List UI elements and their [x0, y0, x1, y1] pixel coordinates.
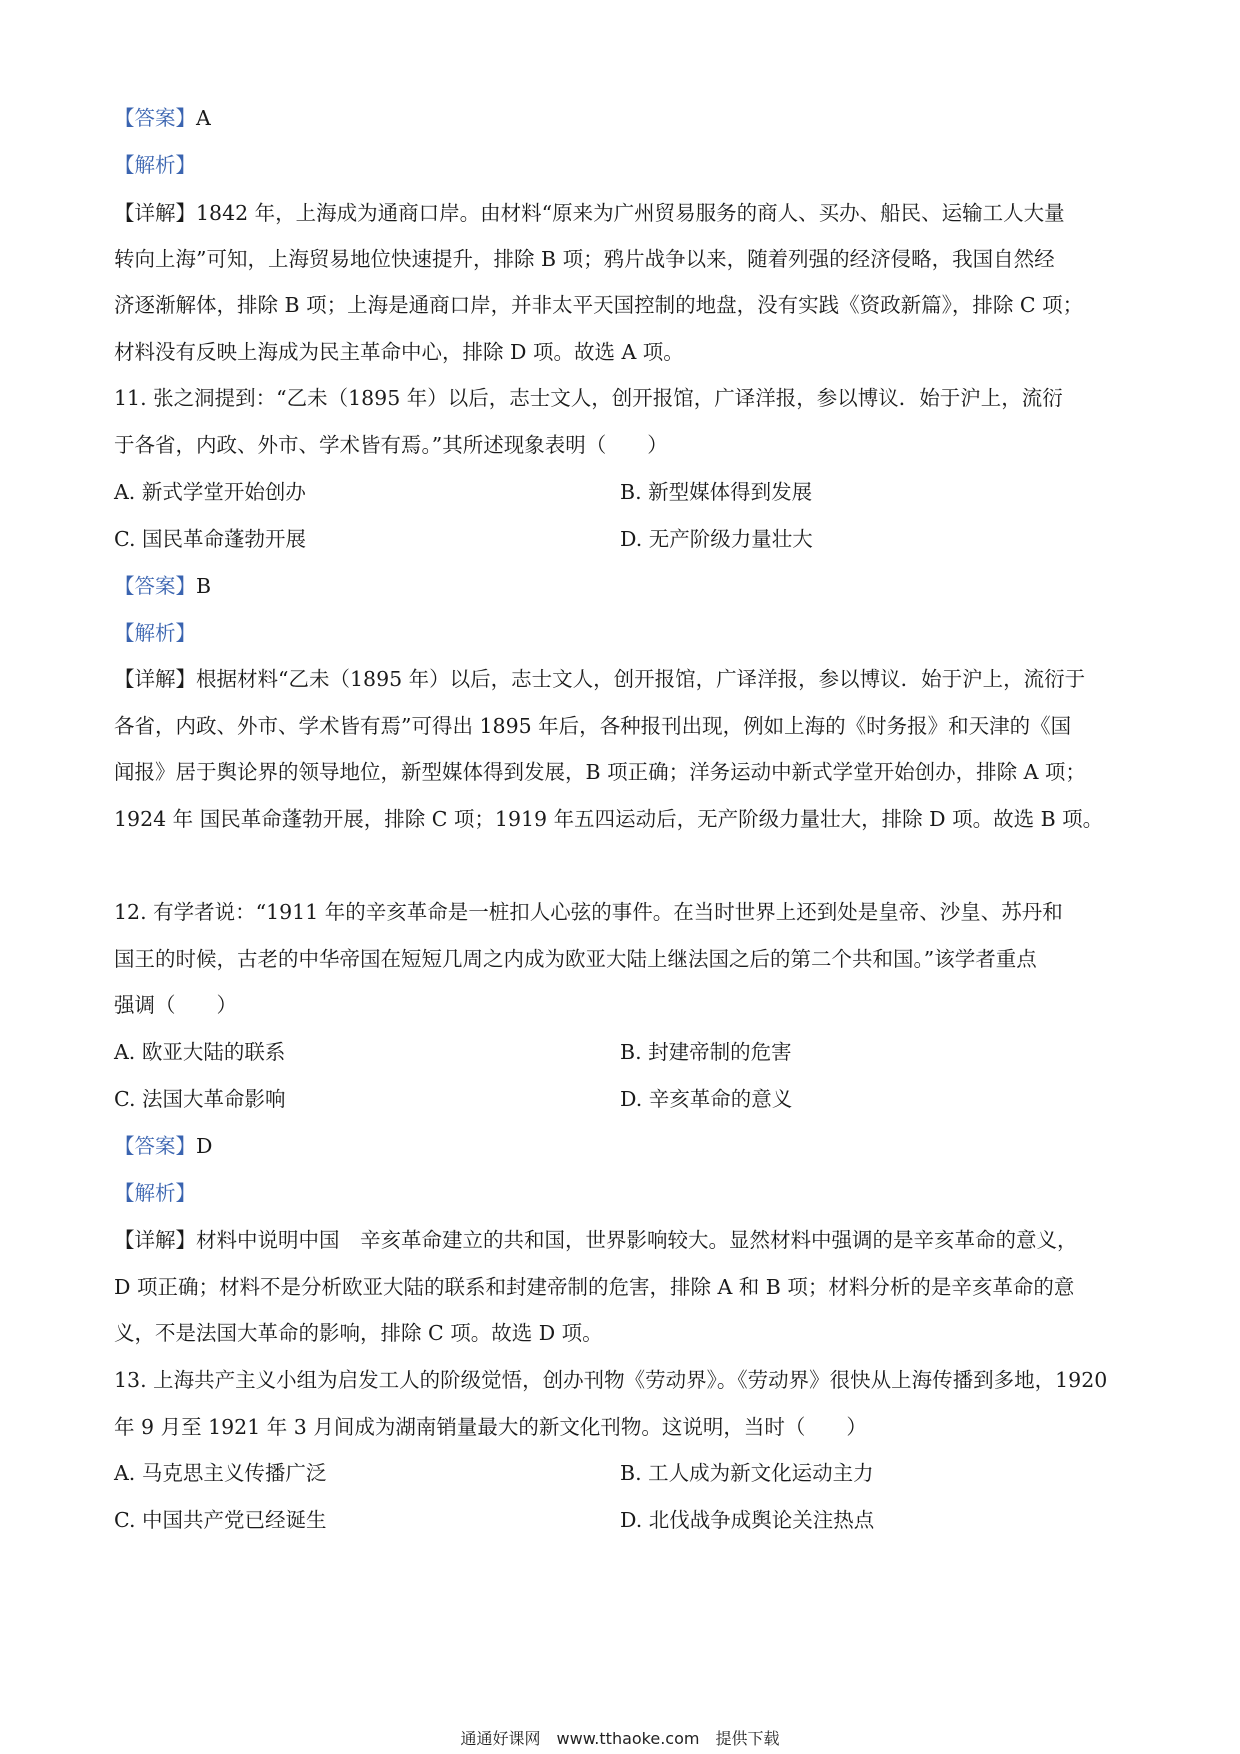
option-d: D. 无产阶级力量壮大 — [620, 527, 813, 551]
question-12-line: 12. 有学者说：“1911 年的辛亥革命是一桩扣人心弦的事件。在当时世界上还到处是皇帝、沙皇、苏丹和 — [114, 900, 1063, 924]
answer-tag: 【答案】 — [114, 1134, 196, 1158]
answer-value: A — [196, 106, 211, 130]
question-11-line: 于各省，内政、外市、学术皆有焉。”其所述现象表明（ ） — [114, 433, 668, 457]
detail-line: 济逐渐解体，排除 B 项；上海是通商口岸，并非太平天国控制的地盘，没有实践《资政新篇》，排除 C 项； — [114, 293, 1084, 317]
detail-line: 各省，内政、外市、学术皆有焉”可得出 1895 年后，各种报刊出现，例如上海的《时务报》和天津的《国 — [114, 714, 1072, 738]
answer-line — [114, 103, 211, 133]
answer-line — [114, 571, 211, 601]
analysis-tag: 【解析】 — [114, 153, 196, 177]
option-a: A. 欧亚大陆的联系 — [114, 1040, 286, 1064]
option-b: B. 封建帝制的危害 — [620, 1040, 792, 1064]
option-b: B. 新型媒体得到发展 — [620, 480, 813, 504]
detail-line: 【详解】1842 年，上海成为通商口岸。由材料“原来为广州贸易服务的商人、买办、船民、运输工人大量 — [114, 201, 1065, 225]
question-11-line: 11. 张之洞提到：“乙未（1895 年）以后，志士文人，创开报馆，广译洋报，参以博议．始于沪上，流衍 — [114, 386, 1063, 410]
answer-value: B — [196, 574, 212, 598]
option-c: C. 法国大革命影响 — [114, 1087, 286, 1111]
option-d: D. 辛亥革命的意义 — [620, 1087, 793, 1111]
page-footer: 通通好课网 www.tthaoke.com 提供下载 — [460, 1729, 780, 1748]
option-c: C. 中国共产党已经诞生 — [114, 1508, 327, 1532]
answer-value: D — [196, 1134, 213, 1158]
question-13-line: 年 9 月至 1921 年 3 月间成为湖南销量最大的新文化刊物。这说明，当时（ ） — [114, 1415, 867, 1439]
analysis-tag-line — [114, 150, 196, 180]
detail-line: 义，不是法国大革命的影响，排除 C 项。故选 D 项。 — [114, 1321, 603, 1345]
option-c: C. 国民革命蓬勃开展 — [114, 527, 306, 551]
option-a: A. 新式学堂开始创办 — [114, 480, 306, 504]
detail-line: 【详解】材料中说明中国 辛亥革命建立的共和国，世界影响较大。显然材料中强调的是辛亥革命的意义， — [114, 1228, 1078, 1252]
answer-tag: 【答案】 — [114, 106, 196, 130]
detail-line: 转向上海”可知，上海贸易地位快速提升，排除 B 项；鸦片战争以来，随着列强的经济侵略，我国自然经 — [114, 247, 1055, 271]
analysis-tag: 【解析】 — [114, 621, 196, 645]
analysis-tag-line — [114, 618, 196, 648]
option-b: B. 工人成为新文化运动主力 — [620, 1461, 874, 1485]
question-12-line: 强调（ ） — [114, 993, 237, 1017]
analysis-tag-line — [114, 1178, 196, 1208]
option-d: D. 北伐战争成舆论关注热点 — [620, 1508, 875, 1532]
analysis-tag: 【解析】 — [114, 1181, 196, 1205]
detail-line: 闻报》居于舆论界的领导地位，新型媒体得到发展，B 项正确；洋务运动中新式学堂开始创办，排除 A 项； — [114, 760, 1086, 784]
detail-line: 材料没有反映上海成为民主革命中心，排除 D 项。故选 A 项。 — [114, 340, 684, 364]
question-12-line: 国王的时候，古老的中华帝国在短短几周之内成为欧亚大陆上继法国之后的第二个共和国。”该学者重点 — [114, 947, 1037, 971]
option-a: A. 马克思主义传播广泛 — [114, 1461, 327, 1485]
detail-line: 【详解】根据材料“乙未（1895 年）以后，志士文人，创开报馆，广译洋报，参以博议．始于沪上，流衍于 — [114, 667, 1086, 691]
answer-line — [114, 1131, 212, 1161]
question-13-line: 13. 上海共产主义小组为启发工人的阶级觉悟，创办刊物《劳动界》。《劳动界》很快从上海传播到多地，1920 — [114, 1368, 1108, 1392]
detail-line: 1924 年 国民革命蓬勃开展，排除 C 项；1919 年五四运动后，无产阶级力量壮大，排除 D 项。故选 B 项。 — [114, 807, 1104, 831]
answer-tag: 【答案】 — [114, 574, 196, 598]
detail-line: D 项正确；材料不是分析欧亚大陆的联系和封建帝制的危害，排除 A 和 B 项；材料分析的是辛亥革命的意 — [114, 1275, 1075, 1299]
